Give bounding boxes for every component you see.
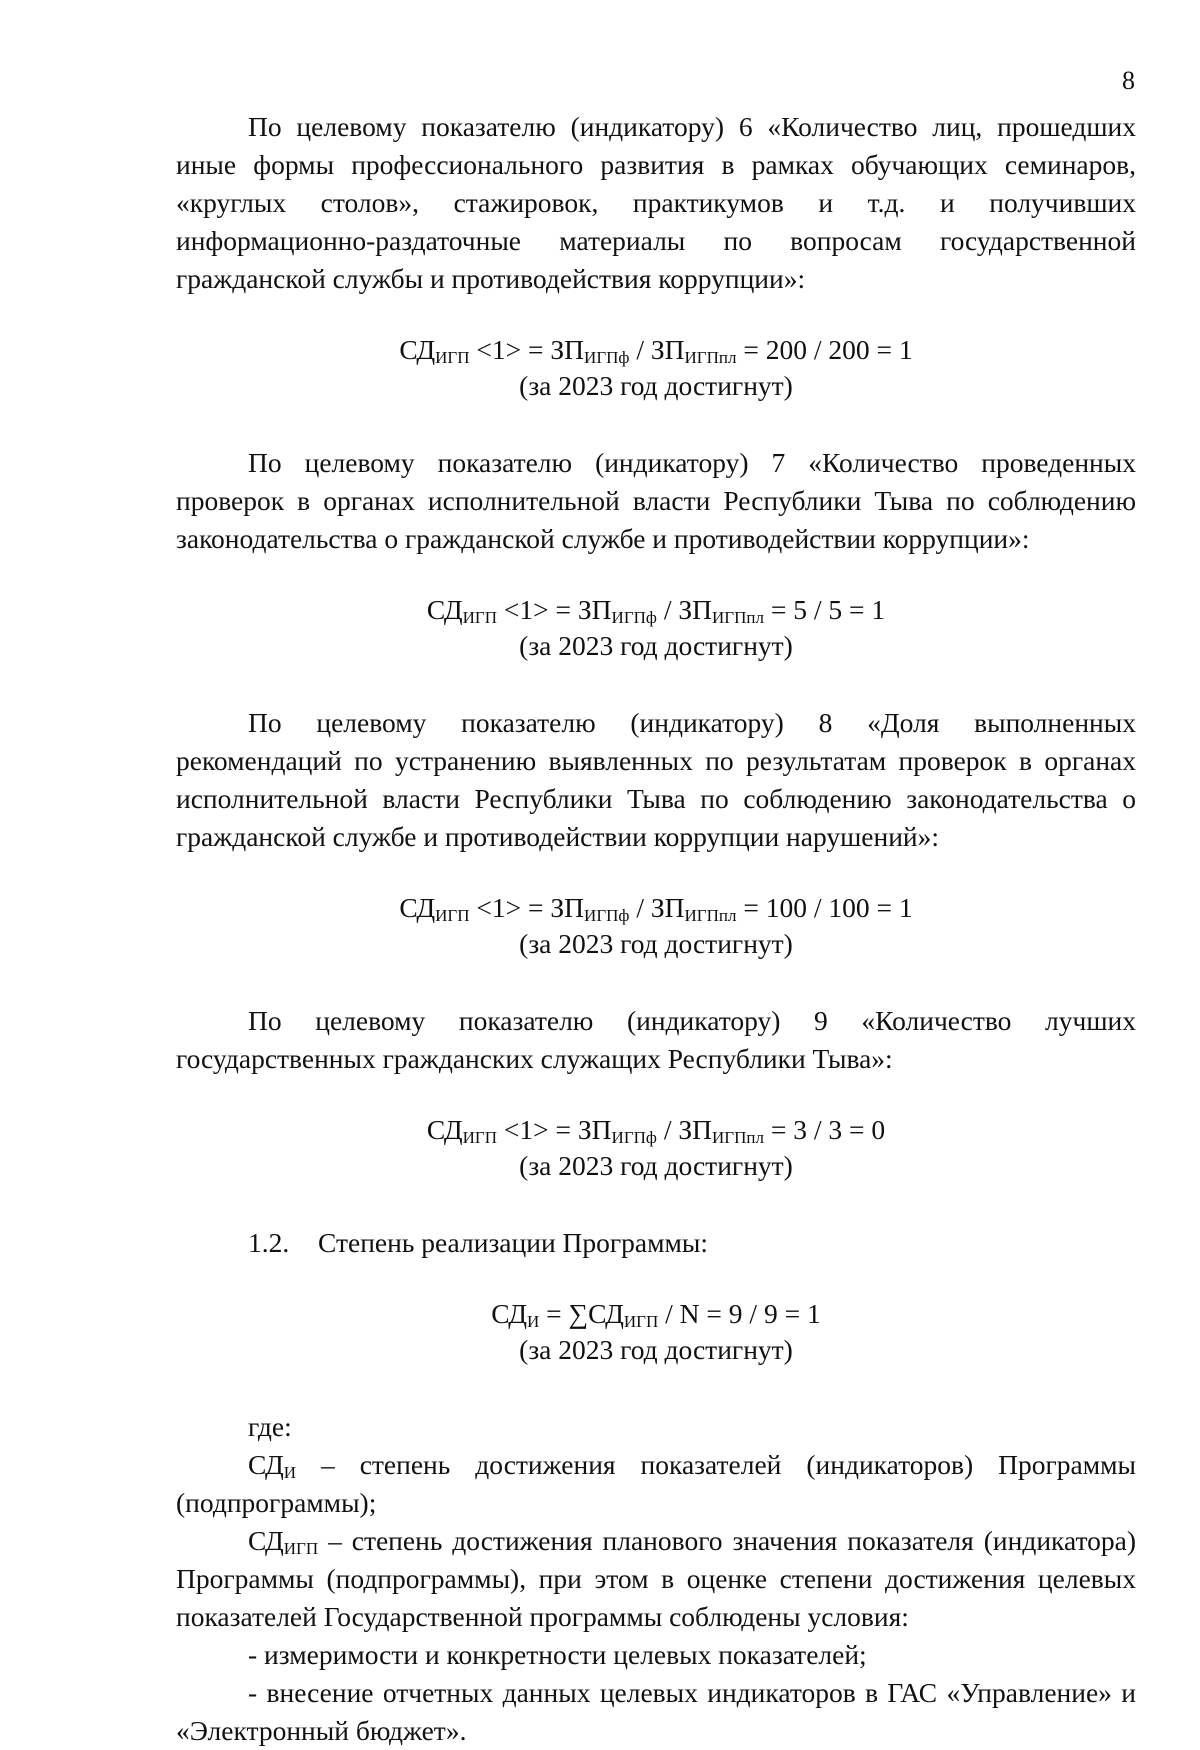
- section-title: Степень реализации Программы:: [318, 1227, 709, 1258]
- indicator-9-note: (за 2023 год достигнут): [519, 1150, 793, 1181]
- definition-sd-i: $СД_И$ – степень достижения показателей (индикаторов) Программы (подпрограммы);: [176, 1449, 1136, 1518]
- where-label: где:: [248, 1411, 292, 1442]
- indicator-9-paragraph: По целевому показателю (индикатору) 9 «Количество лучших государственных гражданских служащих Республики Тыва»:: [176, 1005, 1136, 1074]
- section-heading: [176, 1224, 1136, 1262]
- document-body: [176, 108, 1136, 1750]
- indicator-6-formula: $СД_{ИГП} <1> = ЗП_{ИГПф} / ЗП_{ИГПпл} = 200 / 200 = 1$ (за 2023 год достигнут): [176, 332, 1136, 404]
- indicator-7-formula: $СД_{ИГП} <1> = ЗП_{ИГПф} / ЗП_{ИГПпл} = 5 / 5 = 1$ (за 2023 год достигнут): [176, 592, 1136, 664]
- summary-formula: $СД_И = \sum СД_{ИГП} / N = 9 / 9 = 1$ (за 2023 год достигнут): [176, 1296, 1136, 1368]
- indicator-7-note: (за 2023 год достигнут): [519, 630, 793, 661]
- summary-note: (за 2023 год достигнут): [519, 1334, 793, 1365]
- indicator-8-formula: $СД_{ИГП} <1> = ЗП_{ИГПф} / ЗП_{ИГПпл} = 100 / 100 = 1$ (за 2023 год достигнут): [176, 890, 1136, 962]
- section-number: 1.2.: [248, 1227, 290, 1258]
- indicator-6-paragraph: По целевому показателю (индикатору) 6 «Количество лиц, прошедших иные формы профессионального развития в рамках обучающих семинаров, «круглых столов», стажировок, практикумов и т.д. и получивших информационно-раздаточные материалы по вопросам государственной гражданской службы и противодействия коррупции»:: [176, 111, 1136, 294]
- indicator-7-paragraph: По целевому показателю (индикатору) 7 «Количество проведенных проверок в органах исполнительной власти Республики Тыва по соблюдению законодательства о гражданской службе и противодействии коррупции»:: [176, 447, 1136, 554]
- definition-sd-igp: $СД_{ИГП}$ – степень достижения планового значения показателя (индикатора) Программы (подпрограммы), при этом в оценке степени достижения целевых показателей Государственной программы соблюдены условия:: [176, 1525, 1136, 1632]
- indicator-6-note: (за 2023 год достигнут): [519, 370, 793, 401]
- page-number: 8: [1122, 66, 1135, 95]
- condition-item: - измеримости и конкретности целевых показателей;: [248, 1639, 867, 1670]
- indicator-8-note: (за 2023 год достигнут): [519, 928, 793, 959]
- condition-item: - внесение отчетных данных целевых индикаторов в ГАС «Управление» и «Электронный бюджет».: [176, 1677, 1136, 1746]
- indicator-8-paragraph: По целевому показателю (индикатору) 8 «Доля выполненных рекомендаций по устранению выявленных по результатам проверок в органах исполнительной власти Республики Тыва по соблюдению законодательства о гражданской службе и противодействии коррупции нарушений»:: [176, 707, 1136, 852]
- indicator-9-formula: $СД_{ИГП} <1> = ЗП_{ИГПф} / ЗП_{ИГПпл} = 3 / 3 = 0$ (за 2023 год достигнут): [176, 1112, 1136, 1184]
